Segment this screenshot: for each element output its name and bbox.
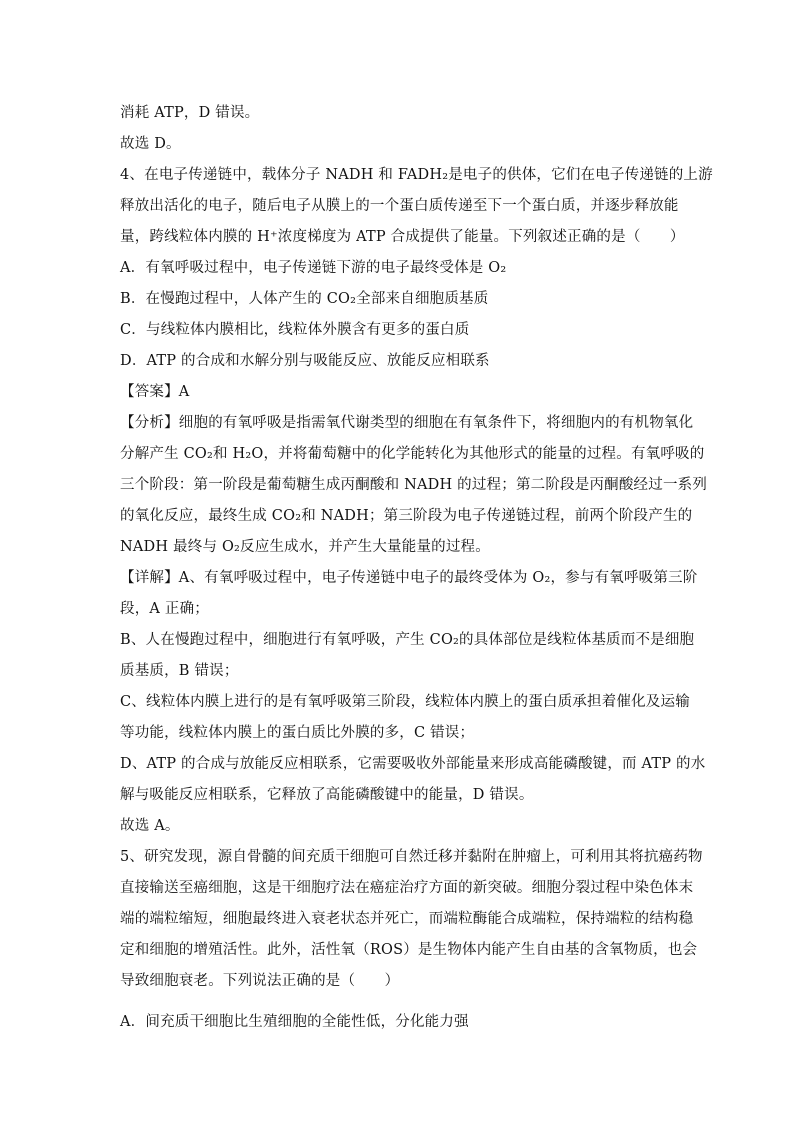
text-line: 等功能，线粒体内膜上的蛋白质比外膜的多，C 错误； [120, 725, 475, 741]
text-line: 量，跨线粒体内膜的 H⁺浓度梯度为 ATP 合成提供了能量。下列叙述正确的是（ ） [120, 229, 685, 245]
question-4-stem: 4、在电子传递链中，载体分子 NADH 和 FADH₂是电子的供体，它们在电子传递链的上游 [120, 167, 713, 183]
text-line: 质基质，B 错误； [120, 663, 239, 679]
analysis-heading: 【分析】细胞的有氧呼吸是指需氧代谢类型的细胞在有氧条件下，将细胞内的有机物氧化 [120, 415, 694, 431]
option-d: D．ATP 的合成和水解分别与吸能反应、放能反应相联系 [120, 353, 490, 369]
text-line: 解与吸能反应相联系，它释放了高能磷酸键中的能量，D 错误。 [120, 787, 534, 803]
text-line: B、人在慢跑过程中，细胞进行有氧呼吸，产生 CO₂的具体部位是线粒体基质而不是细胞 [120, 632, 695, 648]
text-line: 端的端粒缩短，细胞最终进入衰老状态并死亡，而端粒酶能合成端粒，保持端粒的结构稳 [120, 911, 694, 927]
question-5-stem: 5、研究发现，源自骨髓的间充质干细胞可自然迁移并黏附在肿瘤上，可利用其将抗癌药物 [120, 849, 703, 865]
option-b: B．在慢跑过程中，人体产生的 CO₂全部来自细胞质基质 [120, 291, 489, 307]
text-line: 故选 A。 [120, 818, 180, 834]
text-line: 段，A 正确； [120, 601, 209, 617]
option-a: A．有氧呼吸过程中，电子传递链下游的电子最终受体是 O₂ [120, 260, 507, 276]
text-line: 直接输送至癌细胞，这是干细胞疗法在癌症治疗方面的新突破。细胞分裂过程中染色体末 [120, 880, 694, 896]
option-a: A．间充质干细胞比生殖细胞的全能性低，分化能力强 [120, 1014, 469, 1030]
text-line: 的氧化反应，最终生成 CO₂和 NADH；第三阶段为电子传递链过程，前两个阶段产生的 [120, 508, 693, 524]
text-line: 释放出活化的电子，随后电子从膜上的一个蛋白质传递至下一个蛋白质，并逐步释放能 [120, 198, 679, 214]
text-line: 分解产生 CO₂和 H₂O，并将葡萄糖中的化学能转化为其他形式的能量的过程。有氧呼吸的 [120, 446, 705, 462]
text-line: C、线粒体内膜上进行的是有氧呼吸第三阶段，线粒体内膜上的蛋白质承担着催化及运输 [120, 694, 690, 710]
text-line: 三个阶段：第一阶段是葡萄糖生成丙酮酸和 NADH 的过程；第二阶段是丙酮酸经过一系列 [120, 477, 708, 493]
text-line: D、ATP 的合成与放能反应相联系，它需要吸收外部能量来形成高能磷酸键，而 ATP 的水 [120, 756, 706, 772]
text-line: 导致细胞衰老。下列说法正确的是（ ） [120, 973, 400, 989]
text-line: NADH 最终与 O₂反应生成水，并产生大量能量的过程。 [120, 539, 490, 555]
explanation-heading: 【详解】A、有氧呼吸过程中，电子传递链中电子的最终受体为 O₂，参与有氧呼吸第三阶 [120, 570, 698, 586]
text-line: 定和细胞的增殖活性。此外，活性氧（ROS）是生物体内能产生自由基的含氧物质，也会 [120, 942, 698, 958]
answer-label: 【答案】A [120, 384, 190, 400]
text-line: 消耗 ATP，D 错误。 [120, 105, 260, 121]
text-line: 故选 D。 [120, 136, 181, 152]
option-c: C．与线粒体内膜相比，线粒体外膜含有更多的蛋白质 [120, 322, 470, 338]
